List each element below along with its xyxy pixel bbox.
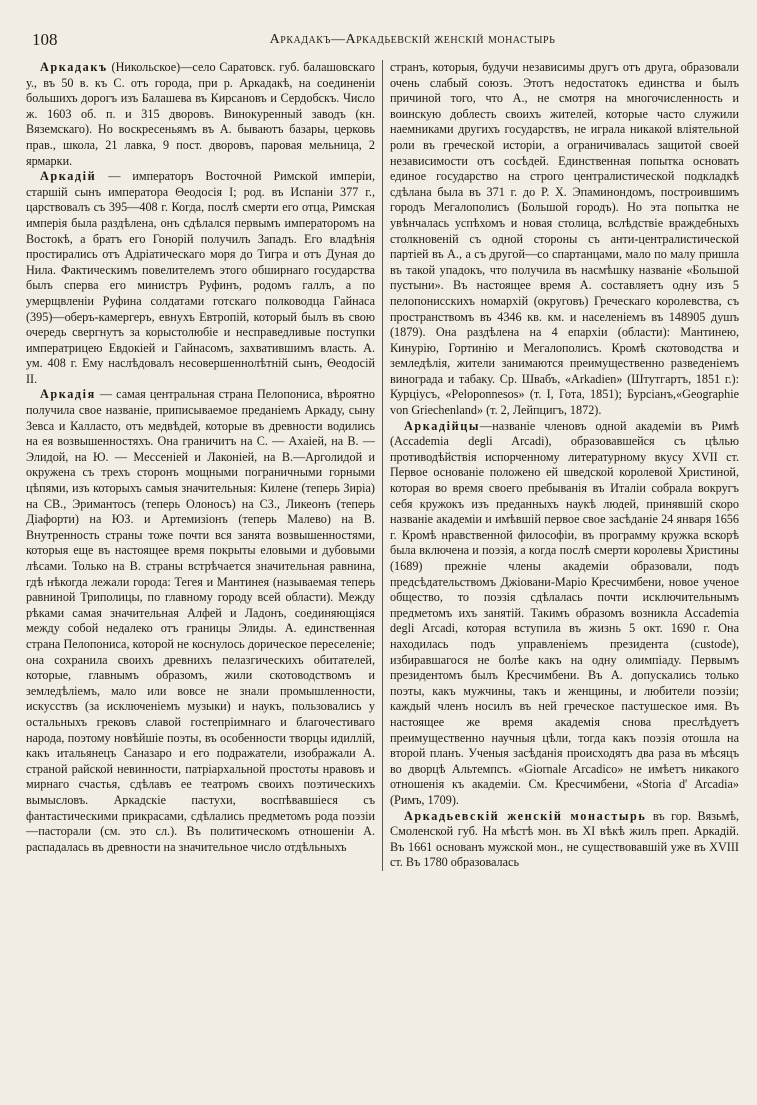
entry-text: — самая центральная страна Пелопониса, вѣроятно получила свое названіе, приписываемое преданіемъ Аркаду, сыну Зевса и Калласто, отъ медвѣдей, которые въ древности водились на ея возвышенностяхъ. Она граничитъ на С. — Ахаіей, на В. — Элидой, на Ю. — Мессеніей и Лаконіей, на В.—Арголидой и окружена съ трехъ сторонъ мощными пограничными горными цѣпями, изъ которыхъ самыя значительныя: Килене (теперь Зиріа) на СВ., Эримантосъ (теперь Олоносъ) на СЗ., Ликеонъ (теперь Діафорти) на ЮЗ. и Артемизіонъ (теперь Малево) на В. Внутренность страны тоже почти вся занята возвышенностями, которыя еще въ настоящее время покрыты еловыми и дубовыми лѣсами. Только на В. страны встрѣчается значительная равнина, гдѣ нѣкогда лежали города: Тегея и Мантинея (называемая теперь равниной Триполицы, по главному городу всей области). Между рѣками самая значительная Алфей и Ладонъ, соединяющіяся между собой недалеко отъ границы Элиды. А. единственная страна Пелопониса, которой не коснулось дорическое переселеніе; она сохранила своихъ древнихъ пелазгическихъ обитателей, которые, главнымъ образомъ, жили скотоводствомъ и земледѣліемъ, мало или вовсе не знали промышленности, искусствъ (за исключеніемъ музыки) и наукъ, пользовались у остальныхъ грековъ славой гостепріимнаго и благочестиваго народа, поэтому новѣйшіе поэты, въ особенности творцы идиллій, какъ итальянецъ Саназаро и его подражатели, изображали А. страной райской невинности, патріархальной простоты нравовъ и мирнаго счастья, сдѣлавъ ее театромъ своихъ поэтическихъ вымысловъ. Аркадскіе пастухи, воспѣвавшіеся съ фантастическими прикрасами, сдѣлались предметомъ рода поэзіи—пасторали (см. это сл.). Въ политическомъ отношеніи А. распадалась въ древности на значительное число отдѣльныхъ (26, 387, 375, 854)
entry-arkadiya-continued (390, 60, 739, 419)
right-column (382, 60, 739, 871)
page-number: 108 (32, 30, 58, 49)
entry-text: (Никольское)—село Саратовск. губ. балашовскаго у., въ 50 в. къ С. отъ города, при р. Аркадакѣ, на соединеніи большихъ дорогъ изъ Балашева въ Кирсановъ и Сердобскъ. Число ж. 1603 об. п. и 315 дворовъ. Винокуренный заводъ (кн. Вяземскаго). Но воскресеньямъ въ А. бываютъ базары, церковь прав., школа, 21 лавка, 9 пост. дворовъ, паровая мельница, 2 ярмарки. (26, 60, 375, 168)
page-header (26, 26, 739, 52)
text-columns (26, 60, 739, 871)
running-title: Аркадакъ—Аркадьевскій женскій монастырь (269, 32, 556, 47)
entry-arkadievskiy-monastyr (390, 809, 739, 871)
entry-arkadak (26, 60, 375, 169)
left-column (26, 60, 382, 871)
entry-arkadiy (26, 169, 375, 387)
entry-headword: Аркадійцы (404, 418, 481, 433)
entry-text: — императоръ Восточной Римской имперіи, старшій сынъ императора Θеодосія I; род. въ Испаніи 377 г., царствовалъ съ 395—408 г. Когда, послѣ смерти его отца, Римская имперія была раздѣлена, онъ сдѣлался первымъ императоромъ на Востокѣ, а братъ его Гонорій получилъ Западъ. Его владѣнія простирались отъ Адріатическаго моря до Тигра и отъ Дуная до Нила. Фактическимъ повелителемъ этого обширнаго государства былъ сперва его министръ Руфинъ, родомъ галлъ, а по умерщвленіи Руфина солдатами готскаго полководца Гайнаса (395)—оберъ-камергеръ, евнухъ Евтропій, который былъ въ свою очередь свергнутъ за корыстолюбіе и несправедливые поступки императрицею Евдокіей и Гайнасомъ, захватившимъ власть. А. ум. 408 г. Ему наслѣдовалъ несовершеннолѣтній сынъ, Θеодосій II. (26, 169, 375, 386)
entry-text: въ гор. Вязьмѣ, Смоленской губ. На мѣстѣ мон. въ XI вѣкѣ жилъ преп. Аркадій. Въ 1661 основанъ мужской мон., не существовавшій уже въ XVIII ст. Въ 1780 образовалась (390, 808, 739, 870)
entry-headword: Аркадьевскій женскій монастырь (404, 808, 647, 823)
entry-headword: Аркадакъ (40, 60, 108, 74)
entry-headword: Аркадія (40, 387, 96, 402)
entry-arkadiytsy (390, 419, 739, 809)
entry-text: —названіе членовъ одной академіи въ Римѣ (Accademia degli Arcadi), образовавшейся съ цѣлью противодѣйствія испорченному литературному вкусу XVII ст. Первое основаніе положено ей шведской королевой Христиной, которая во время своего пребыванія въ Италіи собрала вокругъ себя кружокъ изъ преданныхъ наукѣ людей, принявшій скоро названіе академіи и имѣвшій первое свое засѣданіе 24 января 1656 г. Кромѣ нравственной философіи, въ программу кружка вскорѣ была включена и поэзія, а когда послѣ смерти королевы Христины (1689) прежніе члены академіи образовали, подъ предсѣдательствомъ Джіовани-Маріо Кресчимбени, новое ученое общество, то поэзія сдѣлалась почти исключительнымъ предметомъ ихъ занятій. Такимъ образомъ возникла Accademia degli Arcadi, которая вступила въ жизнь 5 окт. 1690 г. Она находилась подъ управленіемъ президента (custode), избиравшагося не болѣе какъ на одну олимпіаду. Первымъ президентомъ былъ Кресчимбени. Въ А. допускались только поэты, какъ мужчины, такъ и женщины, и любители поэзіи; каждый членъ носилъ въ ней греческое пастушеское имя. Въ настоящее же время академія снова преслѣдуетъ преимущественно научныя цѣли, тогда какъ поэзія отошла на второй планъ. Ученыя засѣданія происходятъ два раза въ мѣсяцъ во дворцѣ Альтемпсъ. «Giornale Arcadico» не имѣетъ никакого отношенія къ академіи. См. Кресчимбени, «Storia d' Arcadia» (Римъ, 1709). (390, 418, 739, 807)
entry-headword: Аркадій (40, 169, 97, 184)
entry-arkadiya (26, 387, 375, 855)
entry-text: странъ, которыя, будучи независимы другъ отъ друга, образовали очень слабый союзъ. Этотъ недостатокъ единства и былъ причиной того, что А., не смотря на многочисленность и воинскую доблесть своихъ жителей, которые часто служили наемниками другихъ государствъ, не играла никакой вліятельной роли въ греческой исторіи, а ограничивалась защитой своей независимости отъ сосѣдей. Единственная попытка основать единое государство на строго централистической подкладкѣ сдѣлана была въ 371 г. до Р. Х. Эпаминондомъ, построившимъ городъ Мегалополисъ (Большой городъ). Но эта попытка не увѣнчалась успѣхомъ и новая столица, вслѣдствіе враждебныхъ столкновеній съ одной стороны съ анти-централистической партіей въ А., а съ другой—со спартанцами, мало по малу пришла въ такой упадокъ, что получила въ насмѣшку названіе «Большой пустыни». Въ настоящее время А. составляетъ одну изъ 5 пелопонисскихъ номархій (округовъ) Греческаго королевства, съ пространствомъ въ 4346 кв. км. и населеніемъ въ 148905 душъ (1879). Она раздѣлена на 4 епархіи (области): Мантинею, Кинурію, Гортинію и Мегалополисъ. Кромѣ скотоводства и земледѣлія, жители занимаются преимущественно разведеніемъ винограда и табаку. Ср. Швабъ, «Arkadien» (Штутгартъ, 1851 г.): Курціусъ, «Peloponnesos» (т. I, Гота, 1851); Бурсіанъ,«Geographie von Griechenland» (т. 2, Лейпцигъ, 1872). (390, 60, 739, 418)
